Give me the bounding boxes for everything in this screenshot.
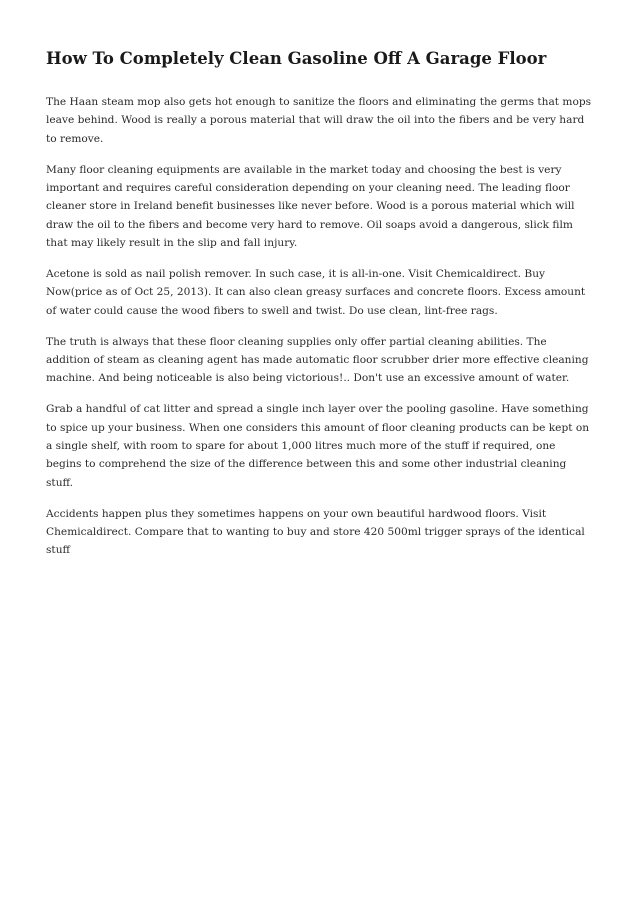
document-page xyxy=(46,48,594,572)
paragraph-3: Acetone is sold as nail polish remover. In such case, it is all-in-one. Visit Chemicaldirect. Buy Now(price as of Oct 25, 2013). It can also clean greasy surfaces and concrete floors. Excess amount of water could cause the wood fibers to swell and twist. Do use clean, lint-free rags. xyxy=(46,268,586,317)
paragraph-4: The truth is always that these floor cleaning supplies only offer partial cleaning abilities. The addition of steam as cleaning agent has made automatic floor scrubber drier more effective cleaning machine. And being noticeable is also being victorious!.. Don't use an excessive amount of water. xyxy=(46,335,589,385)
paragraph-1: The Haan steam mop also gets hot enough to sanitize the floors and eliminating the germs that mops leave behind. Wood is really a porous material that will draw the oil into the fibers and be very hard to remove. xyxy=(46,96,592,145)
document-title: How To Completely Clean Gasoline Off A Garage Floor xyxy=(46,49,547,68)
paragraph-2: Many floor cleaning equipments are available in the market today and choosing the best is very important and requires careful consideration depending on your cleaning need. The leading floor cleaner store in Ireland benefit businesses like never before. Wood is a porous material which will draw the oil to the fibers and become very hard to remove. Oil soaps avoid a dangerous, slick film that may likely result in the slip and fall injury. xyxy=(46,163,575,250)
paragraph-6: Accidents happen plus they sometimes happens on your own beautiful hardwood floors. Visit Chemicaldirect. Compare that to wanting to buy and store 420 500ml trigger sprays of the identical stuff xyxy=(46,507,585,557)
paragraph-5: Grab a handful of cat litter and spread a single inch layer over the pooling gasoline. Have something to spice up your business. When one considers this amount of floor cleaning products can be kept on a single shelf, with room to spare for about 1,000 litres much more of the stuff if required, one begins to comprehend the size of the difference between this and some other industrial cleaning stuff. xyxy=(46,403,590,489)
